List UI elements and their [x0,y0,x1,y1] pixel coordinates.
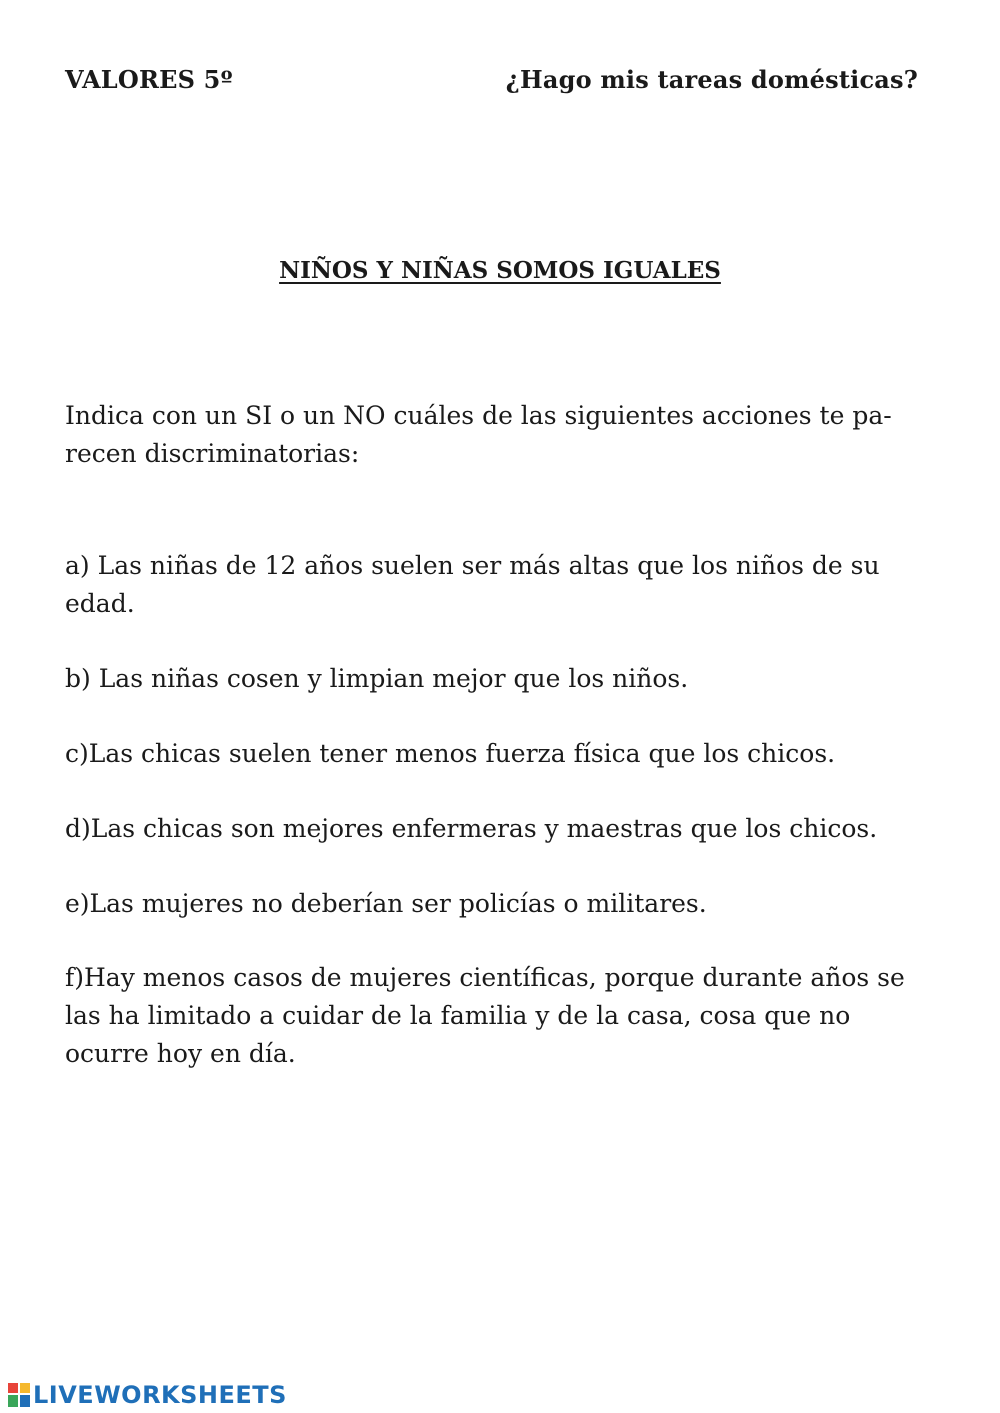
statement-d [65,810,945,848]
liveworksheets-logo-icon [8,1383,30,1407]
statement-f [65,959,945,1073]
worksheet-title [0,255,1000,287]
statement-f-line-1: f)Hay menos casos de mujeres científicas, porque durante años se [65,963,905,992]
statement-b [65,660,945,698]
statement-e-line-1: e)Las mujeres no deberían ser policías o militares. [65,889,707,918]
statement-f-line-3: ocurre hoy en día. [65,1039,296,1068]
instruction-line-1: Indica con un SI o un NO cuáles de las siguientes acciones te pa- [65,401,892,430]
instruction-line-2: recen discriminatorias: [65,439,360,468]
header-topic: ¿Hago mis tareas domésticas? [505,65,918,94]
liveworksheets-logo-text: LIVEWORKSHEETS [33,1381,287,1409]
worksheet-title-text: NIÑOS Y NIÑAS SOMOS IGUALES [279,257,721,284]
statement-a-line-2: edad. [65,589,135,618]
statement-b-line-1: b) Las niñas cosen y limpian mejor que los niños. [65,664,689,693]
statement-c-line-1: c)Las chicas suelen tener menos fuerza física que los chicos. [65,739,836,768]
header-subject: VALORES 5º [65,65,233,94]
statement-e [65,885,945,923]
statement-d-line-1: d)Las chicas son mejores enfermeras y maestras que los chicos. [65,814,878,843]
statement-c [65,735,945,773]
instruction-text [65,397,945,473]
liveworksheets-logo [8,1381,287,1409]
statement-a-line-1: a) Las niñas de 12 años suelen ser más altas que los niños de su [65,551,880,580]
statement-f-line-2: las ha limitado a cuidar de la familia y de la casa, cosa que no [65,1001,851,1030]
statement-a [65,547,945,623]
